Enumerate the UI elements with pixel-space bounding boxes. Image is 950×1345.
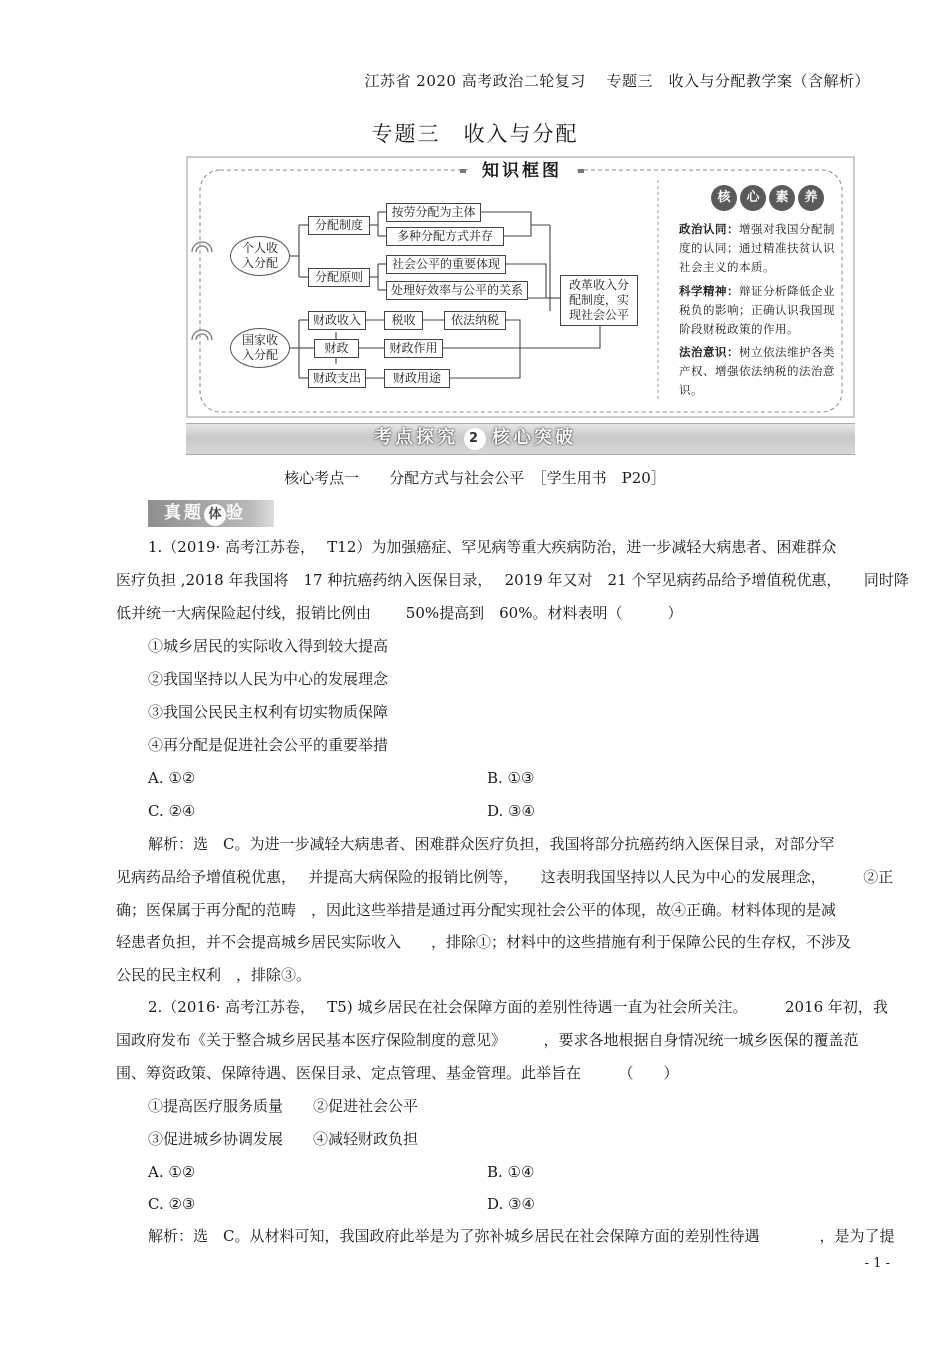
node-distribution-system: 分配制度	[308, 216, 370, 235]
page-title: 专题三 收入与分配	[371, 122, 579, 146]
core-item-law: 法治意识：树立依法维护各类产权、增强依法纳税的法治意识。	[679, 345, 835, 397]
node-tax: 税收	[384, 311, 423, 330]
node-social-fairness: 社会公平的重要体现	[386, 255, 506, 274]
diagram-title: 知识框图	[468, 158, 576, 184]
node-fiscal-expenditure: 财政支出	[308, 369, 366, 388]
q2-option-d: D. ③④	[487, 1195, 535, 1213]
q1-analysis-1: 解析：选 C。为进一步减轻大病患者、困难群众医疗负担，我国将部分抗癌药纳入医保目录，对部分罕	[148, 835, 835, 853]
node-finance: 财政	[314, 339, 359, 358]
node-pay-tax: 依法纳税	[444, 311, 506, 330]
q1-analysis-4: 轻患者负担，并不会提高城乡居民实际收入 ，排除①；材料中的这些措施有利于保障公民的生存权，不涉及	[116, 933, 852, 951]
q2-option-a: A. ①②	[148, 1163, 196, 1181]
q1-option-d: D. ③④	[487, 802, 535, 820]
core-literacy-title: 核 心 素 养	[708, 184, 826, 212]
node-labor-distribution: 按劳分配为主体	[386, 203, 481, 222]
running-header: 江苏省 2020 高考政治二轮复习 专题三 收入与分配教学案（含解析）	[364, 72, 870, 90]
section-banner: 考点探究 2 核心突破	[374, 427, 576, 448]
node-personal-income: 个人收入分配	[230, 236, 290, 276]
core-item-political: 政治认同：增强对我国分配制度的认同；通过精准扶贫认识社会主义的本质。	[679, 222, 835, 274]
kaodian-heading: 核心考点一 分配方式与社会公平 ［学生用书 P20］	[284, 469, 666, 487]
ti-badge-icon: 体	[204, 504, 226, 526]
q2-line-3: 围、筹资政策、保障待遇、医保目录、定点管理、基金管理。此举旨在 （ ）	[116, 1064, 679, 1082]
node-fiscal-use: 财政用途	[384, 369, 450, 388]
core-item-science: 科学精神：辩证分析降低企业税负的影响；正确认识我国现阶段财税政策的作用。	[679, 284, 835, 336]
q1-option-c: C. ②④	[148, 802, 196, 820]
q1-line-1: 1.（2019· 高考江苏卷， T12）为加强癌症、罕见病等重大疾病防治，进一步减轻大病患者、困难群众	[148, 538, 837, 556]
q1-statement-4: ④再分配是促进社会公平的重要举措	[148, 736, 389, 754]
q1-statement-1: ①城乡居民的实际收入得到较大提高	[148, 637, 389, 655]
q1-analysis-5: 公民的民主权利 ，排除③。	[116, 966, 312, 984]
q1-analysis-2: 见病药品给予增值税优惠， 并提高大病保险的报销比例等， 这表明我国坚持以人民为中心的发展理念， ②正	[116, 868, 894, 886]
q2-analysis-1: 解析：选 C。从材料可知，我国政府此举是为了弥补城乡居民在社会保障方面的差别性待遇 ，是为了提	[148, 1227, 895, 1245]
q1-analysis-3: 确；医保属于再分配的范畴 ，因此这些举措是通过再分配实现社会公平的体现，故④正确。材料体现的是减	[116, 901, 837, 919]
q2-line-1: 2.（2016· 高考江苏卷， T5) 城乡居民在社会保障方面的差别性待遇一直为社会所关注。 2016 年初，我	[148, 998, 888, 1016]
q2-line-2: 国政府发布《关于整合城乡居民基本医疗保险制度的意见》 ，要求各地根据自身情况统一城乡医保的覆盖范	[116, 1031, 859, 1049]
node-distribution-principle: 分配原则	[308, 268, 370, 287]
q1-line-3: 低并统一大病保险起付线，报销比例由 50%提高到 60%。材料表明（ ）	[116, 604, 683, 622]
node-reform-summary: 改革收入分配制度，实现社会公平	[560, 275, 638, 326]
q1-option-a: A. ①②	[148, 769, 196, 787]
q2-statements-2: ③促进城乡协调发展 ④减轻财政负担	[148, 1130, 419, 1148]
banner-number-icon: 2	[464, 428, 486, 450]
q1-statement-3: ③我国公民民主权利有切实物质保障	[148, 703, 389, 721]
q1-line-2: 医疗负担 ,2018 年我国将 17 种抗癌药纳入医保目录， 2019 年又对 21 个罕见病药品给予增值税优惠， 同时降	[116, 571, 909, 589]
node-efficiency-fairness: 处理好效率与公平的关系	[386, 281, 528, 300]
node-fiscal-role: 财政作用	[384, 339, 443, 358]
q2-option-b: B. ①④	[487, 1163, 535, 1181]
q2-option-c: C. ②③	[148, 1195, 196, 1213]
q2-statements-1: ①提高医疗服务质量 ②促进社会公平	[148, 1097, 419, 1115]
node-national-income: 国家收入分配	[230, 328, 290, 368]
zhenti-tiyan-banner: 真题 体 验	[148, 500, 274, 527]
q1-option-b: B. ①③	[487, 769, 535, 787]
page-number: - 1 -	[864, 1256, 890, 1271]
node-multiple-methods: 多种分配方式并存	[386, 227, 504, 246]
node-fiscal-revenue: 财政收入	[308, 311, 366, 330]
q1-statement-2: ②我国坚持以人民为中心的发展理念	[148, 670, 389, 688]
